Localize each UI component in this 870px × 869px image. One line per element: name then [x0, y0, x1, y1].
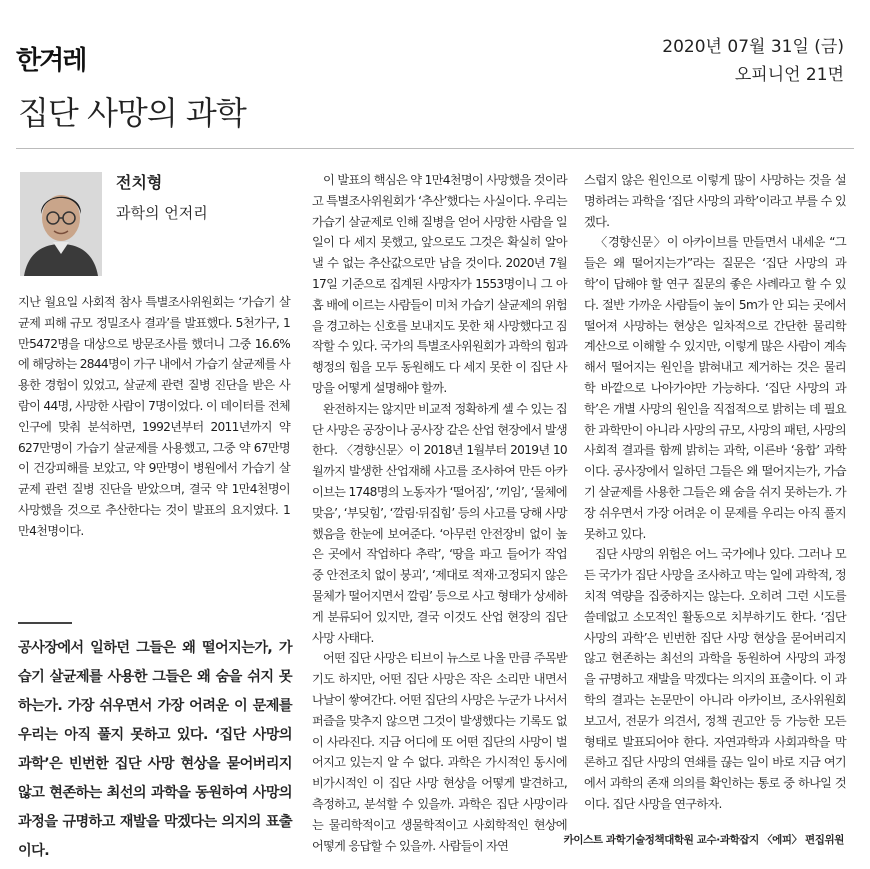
newspaper-logo: 한겨레 — [16, 46, 86, 76]
article-column-1 — [18, 292, 290, 542]
article-headline: 집단 사망의 과학 — [18, 94, 246, 132]
paragraph: 집단 사망의 위험은 어느 국가에나 있다. 그러나 모든 국가가 집단 사망을 조사하고 막는 일에 과학적, 정치적 역량을 집중하지는 않는다. 오히려 그런 시도를 쓸데없고 소모적인 활동으로 치부하기도 한다. ‘집단 사망의 과학’은 빈번한 집단 사망 현상을 묻어버리지 않고 현존하는 최선의 과학을 동원하여 사망의 과정을 규명하고 재발을 막겠다는 의지의 표출이다. 이 과학의 결과는 논문만이 아니라 아카이브, 조사위원회 보고서, 전문가 의견서, 정책 권고안 등 가능한 모든 형태로 발표되어야 한다. 자연과학과 사회과학을 막론하고 집단 사망의 연쇄를 끊는 일이 바로 지금 여기에서 과학의 존재 의의를 확인하는 통로 중 하나일 것이다. 집단 사망을 연구하자. — [584, 547, 846, 811]
publication-date: 2020년 07월 31일 (금) — [662, 37, 844, 57]
paragraph: 어떤 집단 사망은 티브이 뉴스로 나올 만큼 주목받기도 하지만, 어떤 집단 사망은 작은 소리만 내면서 나날이 쌓여간다. 어떤 집단의 사망은 누군가 나서서 퍼즐을 맞추지 않으면 그것이 발생했다는 기록도 없이 사라진다. 지금 어디에 또 어떤 집단의 사망이 벌어지고 있는지 알 수 없다. 과학은 가시적인 동시에 비가시적인 이 집단 사망 현상을 어떻게 발견하고, 측정하고, 분석할 수 있을까. 과학은 집단 사망이라는 물리학적이고 생물학적이고 사회학적인 현상에 어떻게 응답할 수 있을까. 사람들이 자연 — [312, 651, 567, 853]
author-portrait-image — [20, 172, 102, 276]
paragraph: 스럽지 않은 원인으로 이렇게 많이 사망하는 것을 설명하려는 과학을 ‘집단 사망의 과학’이라고 부를 수 있겠다. — [584, 173, 846, 229]
paragraph: 〈경향신문〉이 아카이브를 만들면서 내세운 “그들은 왜 떨어지는가”라는 질문은 ‘집단 사망의 과학’이 답해야 할 연구 질문의 좋은 사례라고 할 수 있다. 절반 가까운 사람들이 높이 5m가 안 되는 곳에서 떨어져 사망하는 현상은 일차적으로 간단한 물리학 계산으로 이해할 수 있지만, 이렇게 많은 사람이 계속해서 떨어지는 원인을 밝혀내고 제거하는 것은 물리학 바깥으로 나아가야만 가능하다. ‘집단 사망의 과학’은 개별 사망의 원인을 직접적으로 밝히는 데 필요한 과학만이 아니라 사망의 규모, 사망의 패턴, 사망의 사회적 결과를 함께 밝히는 과학, 이른바 ‘융합’ 과학이다. 공사장에서 일하던 그들은 왜 떨어지는가, 가습기 살균제를 사용한 그들은 왜 숨을 쉬지 못하는가. 가장 쉬우면서 가장 어려운 이 문제를 우리는 아직 풀지 못하고 있다. — [584, 235, 846, 541]
author-photo — [20, 172, 102, 276]
article-column-3 — [584, 170, 846, 815]
paragraph: 이 발표의 핵심은 약 1만4천명이 사망했을 것이라고 특별조사위원회가 ‘추산’했다는 사실이다. 우리는 가습기 살균제로 인해 질병을 얻어 사망한 사람을 일일이 다 세지 못했고, 앞으로도 그것은 확실히 알아낼 수 없는 추산값으로만 남을 것이다. 2020년 7월17일 기준으로 집계된 사망자가 1553명이니 그 아홉 배에 이르는 사람들이 미처 가습기 살균제의 위험을 경고하는 신호를 보내지도 못한 채 사망했다고 짐작할 수 있다. 국가의 특별조사위원회가 과학의 힘과 행정의 힘을 모두 동원해도 다 세지 못한 이 집단 사망을 어떻게 설명해야 할까. — [312, 173, 567, 395]
paragraph: 완전하지는 않지만 비교적 정확하게 셀 수 있는 집단 사망은 공장이나 공사장 같은 산업 현장에서 발생한다. 〈경향신문〉이 2018년 1월부터 2019년 10월까지 발생한 산업재해 사고를 조사하여 만든 아카이브는 1748명의 노동자가 ‘떨어짐’, ‘끼임’, ‘물체에 맞음’, ‘부딪힘’, ‘깔림·뒤집힘’ 등의 사고를 당해 사망했음을 한눈에 보여준다. ‘아무런 안전장비 없이 높은 곳에서 작업하다 추락’, ‘땅을 파고 들어가 작업 중 안전조치 없이 붕괴’, ‘제대로 적재·고정되지 않은 물체가 떨어지면서 깔림’ 등으로 사고 형태가 상세하게 분류되어 있지만, 결국 이것도 산업 현장의 집단 사망 사태다. — [312, 401, 567, 645]
page-section: 오피니언 21면 — [734, 65, 844, 85]
article-column-2 — [312, 170, 567, 856]
column-name: 과학의 언저리 — [116, 204, 208, 222]
pullquote: 공사장에서 일하던 그들은 왜 떨어지는가, 가습기 살균제를 사용한 그들은 왜 숨을 쉬지 못하는가. 가장 쉬우면서 가장 어려운 이 문제를 우리는 아직 풀지 못하고 있다. ‘집단 사망의 과학’은 빈번한 집단 사망 현상을 묻어버리지 않고 현존하는 최선의 과학을 동원하여 사망의 과정을 규명하고 재발을 막겠다는 의지의 표출이다. — [18, 640, 292, 859]
pullquote-rule — [18, 622, 72, 624]
paragraph: 지난 월요일 사회적 참사 특별조사위원회는 ‘가습기 살균제 피해 규모 정밀조사 결과’를 발표했다. 5천가구, 1만5472명을 대상으로 방문조사를 했더니 그중 16.6%에 해당하는 2844명이 가구 내에서 가습기 살균제를 사용한 경험이 있었고, 살균제 관련 질병 진단을 받은 사람이 44명, 사망한 사람이 7명이었다. 이 데이터를 전체 인구에 맞춰 분석하면, 1992년부터 2011년까지 약 627만명이 가습기 살균제를 사용했고, 그중 약 67만명이 건강피해를 보았고, 약 9만명이 병원에서 가습기 살균제 관련 질병 진단을 받았으며, 결국 약 1만4천명이 사망했을 것으로 추산한다는 것이 발표의 요지였다. 1만4천명이다. — [18, 295, 290, 538]
author-name: 전치형 — [116, 173, 163, 192]
author-byline: 카이스트 과학기술정책대학원 교수·과학잡지 〈에피〉 편집위원 — [563, 834, 844, 846]
header-divider — [16, 148, 854, 149]
